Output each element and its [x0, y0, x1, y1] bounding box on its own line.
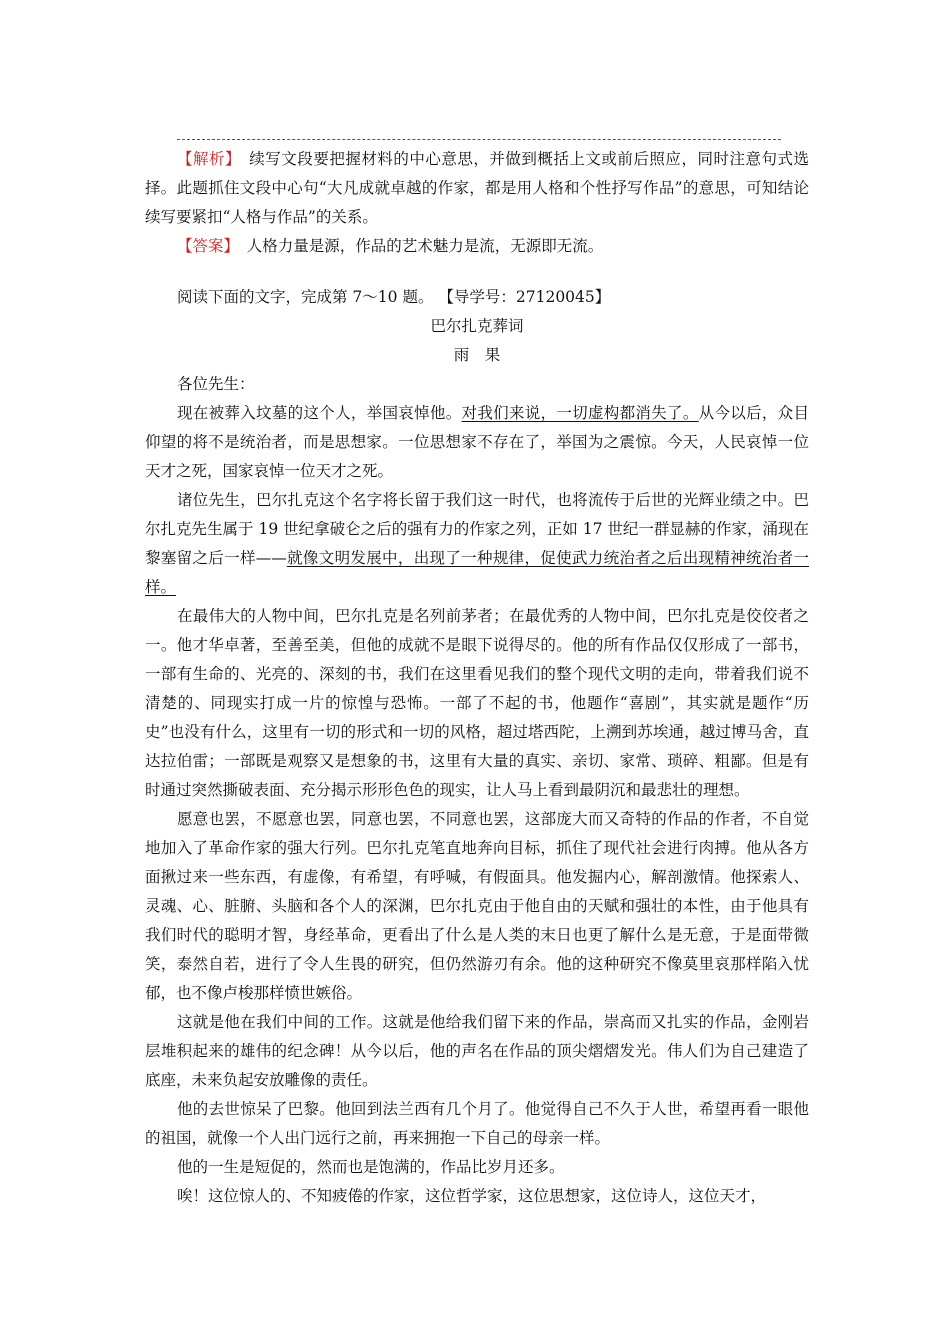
greeting: 各位先生： [177, 375, 255, 393]
analysis-section [145, 145, 809, 261]
paragraph-2-text: 诸位先生，巴尔扎克这个名字将长留于我们这一时代，也将流传于后世的光辉业绩之中。巴尔扎克先生属于 19 世纪拿破仑之后的强有力的作家之列，正如 17 世纪一群显赫的作家，涌现在黎塞留之后一样—— [145, 491, 809, 567]
paragraph-2 [145, 486, 809, 602]
passage-author: 雨 果 [453, 346, 501, 364]
passage-title: 巴尔扎克葬词 [430, 317, 524, 335]
answer-paragraph [145, 232, 809, 261]
answer-text: 人格力量是源，作品的艺术魅力是流，无源即无流。 [246, 237, 604, 255]
paragraph-8: 唉！这位惊人的、不知疲倦的作家，这位哲学家，这位思想家，这位诗人，这位天才， [177, 1187, 767, 1205]
paragraph-4: 愿意也罢，不愿意也罢，同意也罢，不同意也罢，这部庞大而又奇特的作品的作者，不自觉地加入了革命作家的强大行列。巴尔扎克笔直地奔向目标，抓住了现代社会进行肉搏。他从各方面揪过来一些东西，有虚像，有希望，有呼喊，有假面具。他发掘内心，解剖激情。他探索人、灵魂、心、脏腑、头脑和各个人的深渊，巴尔扎克由于他自由的天赋和强壮的本性，由于他具有我们时代的聪明才智，身经革命，更看出了什么是人类的末日也更了解什么是无意，于是面带微笑，泰然自若，进行了令人生畏的研究，但仍然游刃有余。他的这种研究不像莫里哀那样陷入忧郁，也不像卢梭那样愤世嫉俗。 [145, 810, 809, 1002]
paragraph-6: 他的去世惊呆了巴黎。他回到法兰西有几个月了。他觉得自己不久于人世，希望再看一眼他的祖国，就像一个人出门远行之前，再来拥抱一下自己的母亲一样。 [145, 1100, 809, 1147]
analysis-paragraph [145, 145, 809, 232]
paragraph-5: 这就是他在我们中间的工作。这就是他给我们留下来的作品，崇高而又扎实的作品，金刚岩层堆积起来的雄伟的纪念碑！从今以后，他的声名在作品的顶尖熠熠发光。伟人们为自己建造了底座，未来负起安放雕像的责任。 [145, 1013, 809, 1089]
paragraph-7: 他的一生是短促的，然而也是饱满的，作品比岁月还多。 [177, 1158, 565, 1176]
answer-tag: 【答案】 [177, 237, 232, 255]
paragraph-1 [145, 399, 809, 486]
instruction-text: 阅读下面的文字，完成第 7～10 题。 【导学号：27120045】 [177, 288, 611, 306]
paragraph-1-rest: 从今以后，众目仰望的将不是统治者，而是思想家。一位思想家不存在了，举国为之震惊。今天，人民哀悼一位天才之死，国家哀悼一位天才之死。 [145, 404, 809, 480]
paragraph-3: 在最伟大的人物中间，巴尔扎克是名列前茅者；在最优秀的人物中间，巴尔扎克是佼佼者之一。他才华卓著，至善至美，但他的成就不是眼下说得尽的。他的所有作品仅仅形成了一部书，一部有生命的、光亮的、深刻的书，我们在这里看见我们的整个现代文明的走向，带着我们说不清楚的、同现实打成一片的惊惶与恐怖。一部了不起的书，他题作“喜剧”，其实就是题作“历史”也没有什么，这里有一切的形式和一切的风格，超过塔西陀，上溯到苏埃通，越过博马舍，直达拉伯雷；一部既是观察又是想象的书，这里有大量的真实、亲切、家常、琐碎、粗鄙。但是有时通过突然撕破表面、充分揭示形形色色的现实，让人马上看到最阴沉和最悲壮的理想。 [145, 607, 809, 799]
analysis-text: 续写文段要把握材料的中心意思，并做到概括上文或前后照应，同时注意句式选择。此题抓住文段中心句“大凡成就卓越的作家，都是用人格和个性抒写作品”的意思，可知结论续写要紧扣“人格与作品”的关系。 [145, 150, 809, 226]
paragraph-1-underlined: 对我们来说，一切虚构都消失了。 [461, 404, 699, 422]
passage-body [145, 370, 809, 1211]
section-divider [177, 139, 781, 140]
paragraph-2-underlined: 就像文明发展中，出现了一种规律，促使武力统治者之后出现精神统治者一样。 [145, 549, 809, 596]
analysis-tag: 【解析】 [177, 150, 234, 168]
reading-instruction [145, 283, 809, 312]
paragraph-1-text: 现在被葬入坟墓的这个人，举国哀悼他。 [177, 404, 462, 422]
